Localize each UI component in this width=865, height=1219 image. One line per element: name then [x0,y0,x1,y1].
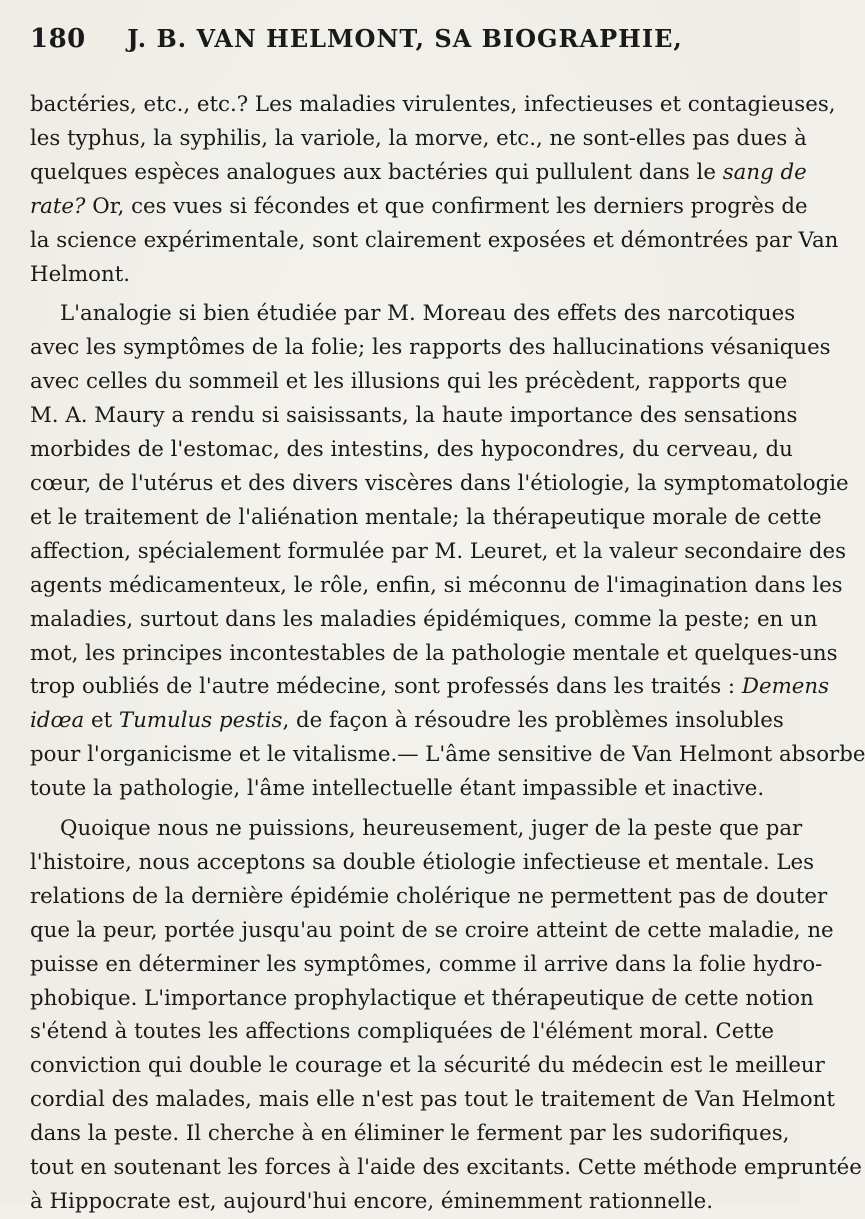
text-line: morbides de l'estomac, des intestins, des hypocondres, du cerveau, du [30,437,793,463]
text-line: cordial des malades, mais elle n'est pas tout le traitement de Van Helmont [30,1087,835,1113]
text-line: Helmont. [30,261,131,287]
text-line: avec les symptômes de la folie; les rapports des hallucinations vésaniques [30,335,831,361]
text-line: cœur, de l'utérus et des divers viscères dans l'étiologie, la symptomatologie [30,470,849,496]
text-line: dans la peste. Il cherche à en éliminer le ferment par les sudorifiques, [30,1121,790,1147]
text-line: que la peur, portée jusqu'au point de se croire atteint de cette maladie, ne [30,917,834,943]
text-line: M. A. Maury a rendu si saisissants, la haute importance des sensations [30,403,798,429]
text-line: quelques espèces analogues aux bactéries qui pullulent dans le sang de [30,159,807,185]
text-line: rate? Or, ces vues si fécondes et que confirment les derniers progrès de [30,193,808,219]
text-line: à Hippocrate est, aujourd'hui encore, éminemment rationnelle. [30,1189,713,1214]
text-line: trop oubliés de l'autre médecine, sont professés dans les traités : Demens [30,674,830,700]
text-line: les typhus, la syphilis, la variole, la morve, etc., ne sont-elles pas dues à [30,125,807,151]
text-line: mot, les principes incontestables de la pathologie mentale et quelques-uns [30,640,838,666]
text-line: conviction qui double le courage et la sécurité du médecin est le meilleur [30,1053,825,1079]
text-line: maladies, surtout dans les maladies épidémiques, comme la peste; en un [30,606,818,632]
text-line: L'analogie si bien étudiée par M. Moreau des effets des narcotiques [60,301,796,327]
paragraph-3 [30,812,862,1219]
text-line: pour l'organicisme et le vitalisme.— L'âme sensitive de Van Helmont absorbe [30,742,865,768]
text-line: la science expérimentale, sont clairement exposées et démontrées par Van [30,227,839,253]
body-text [30,88,865,1219]
text-line: Quoique nous ne puissions, heureusement, juger de la peste que par [60,816,803,842]
text-line: tout en soutenant les forces à l'aide des excitants. Cette méthode empruntée [30,1155,862,1181]
text-line: affection, spécialement formulée par M. Leuret, et la valeur secondaire des [30,538,847,564]
paragraph-2 [30,297,865,806]
text-line: agents médicamenteux, le rôle, enfin, si méconnu de l'imagination dans les [30,572,843,598]
text-line: toute la pathologie, l'âme intellectuelle étant impassible et inactive. [30,776,765,802]
running-head: J. B. VAN HELMONT, SA BIOGRAPHIE, [127,24,683,53]
text-line: relations de la dernière épidémie cholérique ne permettent pas de douter [30,883,828,909]
text-line: puisse en déterminer les symptômes, comme il arrive dans la folie hydro- [30,951,823,977]
page-number: 180 [30,24,86,54]
text-line: l'histoire, nous acceptons sa double étiologie infectieuse et mentale. Les [30,849,815,875]
text-line: avec celles du sommeil et les illusions qui les précèdent, rapports que [30,369,788,395]
text-line: et le traitement de l'aliénation mentale; la thérapeutique morale de cette [30,504,822,530]
text-line: phobique. L'importance prophylactique et thérapeutique de cette notion [30,985,814,1011]
text-line: idœa et Tumulus pestis, de façon à résoudre les problèmes insolubles [30,708,784,734]
text-line: bactéries, etc., etc.? Les maladies virulentes, infectieuses et contagieuses, [30,92,836,117]
page-header [30,24,770,62]
text-line: s'étend à toutes les affections compliquées de l'élément moral. Cette [30,1019,775,1045]
paragraph-1 [30,88,839,291]
